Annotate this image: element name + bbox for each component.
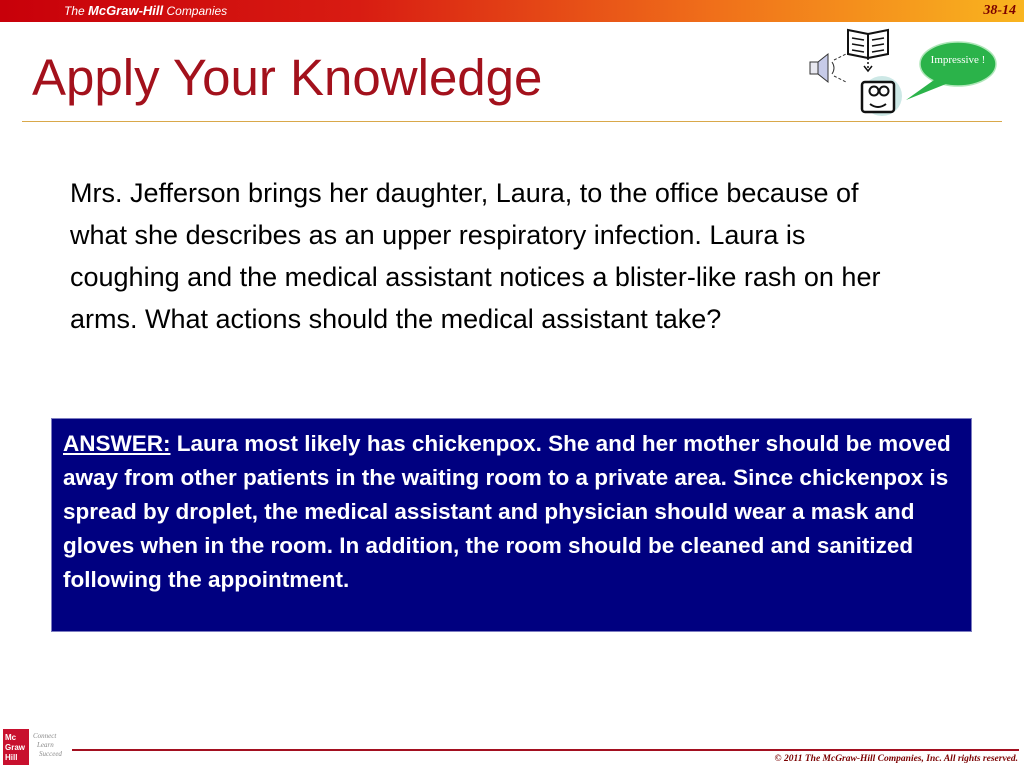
answer-label: ANSWER:: [63, 431, 171, 456]
logo-tagline-3: Succeed: [39, 750, 62, 758]
brand-name: McGraw-Hill: [88, 3, 164, 18]
brand-suffix: Companies: [163, 4, 228, 18]
brand-prefix: The: [64, 4, 89, 18]
slide-number: 38-14: [983, 3, 1016, 18]
top-banner: [0, 0, 1024, 22]
logo-tagline-2: Learn: [37, 741, 54, 749]
brand-banner-text: [64, 3, 227, 18]
question-text: Mrs. Jefferson brings her daughter, Laura, to the office because of what she describes as an upper respiratory infection. Laura is coughing and the medical assistant notices a blister-like rash on her arms. What actions should the medical assistant take?: [70, 178, 881, 334]
logo-tagline-1: Connect: [33, 732, 57, 740]
logo-line-2: Graw: [5, 743, 26, 752]
logo-line-1: Mc: [5, 733, 17, 742]
open-book-icon: [848, 30, 888, 71]
slide-title: Apply Your Knowledge: [32, 49, 543, 106]
answer-body: Laura most likely has chickenpox. She and her mother should be moved away from other patients in the waiting room to a private area. Since chickenpox is spread by droplet, the medical assistant and physician should wear a mask and gloves when in the room. In addition, the room should be cleaned and sanitized following the appointment.: [63, 431, 951, 592]
answer-box: [51, 418, 972, 632]
footer-divider: [72, 749, 1019, 751]
copyright-notice: © 2011 The McGraw-Hill Companies, Inc. All rights reserved.: [774, 754, 1018, 764]
reader-face-icon: [862, 76, 902, 116]
mcgraw-hill-logo: [3, 728, 77, 766]
answer-paragraph: [63, 427, 958, 597]
speaker-icon[interactable]: [810, 54, 834, 82]
speech-bubble: [906, 42, 996, 100]
logo-line-3: Hill: [5, 753, 18, 762]
speech-bubble-text: Impressive !: [930, 54, 986, 66]
clipart-group: [806, 24, 1000, 124]
